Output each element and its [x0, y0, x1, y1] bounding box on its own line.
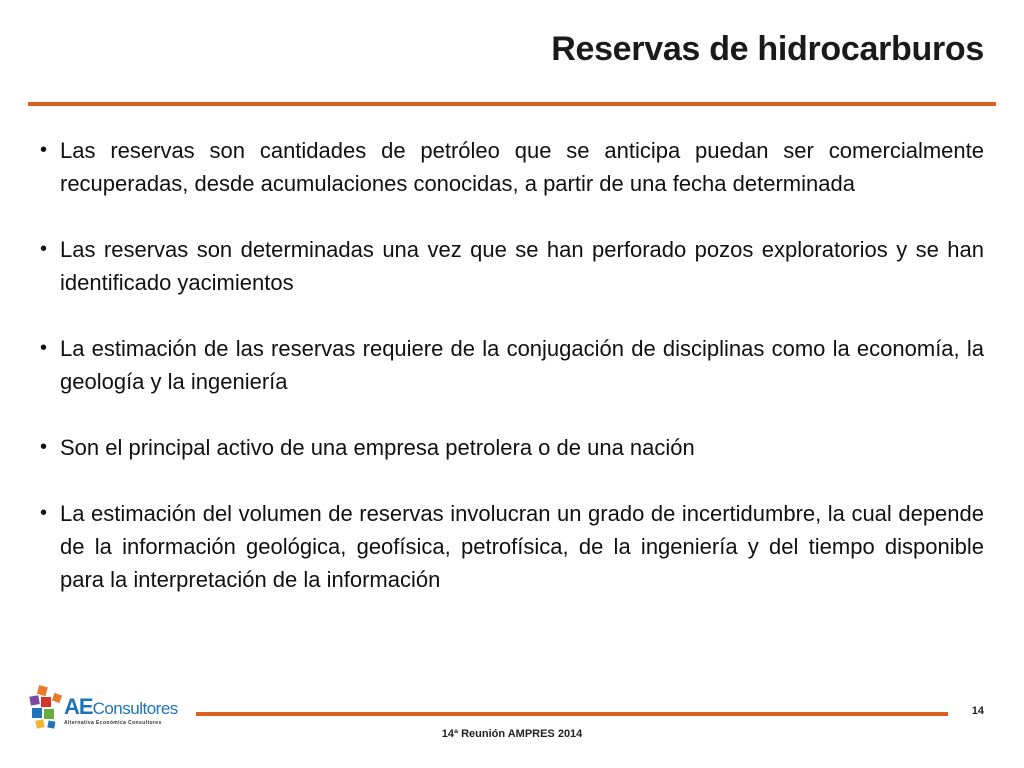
logo-tagline: Alternativa Económica Consultores	[64, 720, 162, 726]
bullet-item	[40, 233, 984, 299]
bullet-item	[40, 134, 984, 200]
company-logo	[28, 684, 188, 732]
bullet-item	[40, 431, 984, 464]
bullet-text: La estimación de las reservas requiere de la conjugación de disciplinas como la economía, la geología y la ingeniería	[60, 336, 984, 394]
logo-name: Consultores	[92, 699, 178, 718]
slide-title: Reservas de hidrocarburos	[551, 30, 984, 68]
title-divider	[28, 102, 996, 106]
bullet-icon: •	[40, 139, 48, 161]
bullet-text: Las reservas son cantidades de petróleo que se anticipa puedan ser comercialmente recuperadas, desde acumulaciones conocidas, a partir de una fecha determinada	[60, 138, 984, 196]
page-number: 14	[971, 705, 984, 717]
bullet-icon: •	[40, 502, 48, 524]
footer-divider	[196, 712, 948, 716]
logo-wordmark	[64, 694, 178, 720]
logo-mosaic-icon	[28, 684, 68, 732]
logo-ae: AE	[64, 694, 93, 719]
footer-event-label: 14ª Reunión AMPRES 2014	[441, 728, 583, 740]
bullet-icon: •	[40, 238, 48, 260]
bullet-text: Las reservas son determinadas una vez que se han perforado pozos exploratorios y se han identificado yacimientos	[60, 237, 984, 295]
bullet-icon: •	[40, 337, 48, 359]
bullet-list	[40, 134, 984, 629]
bullet-text: Son el principal activo de una empresa petrolera o de una nación	[60, 435, 695, 460]
bullet-item	[40, 497, 984, 596]
bullet-icon: •	[40, 436, 48, 458]
bullet-text: La estimación del volumen de reservas involucran un grado de incertidumbre, la cual depende de la información geológica, geofísica, petrofísica, de la ingeniería y del tiempo disponible para la interpretación de la información	[60, 501, 984, 592]
bullet-item	[40, 332, 984, 398]
